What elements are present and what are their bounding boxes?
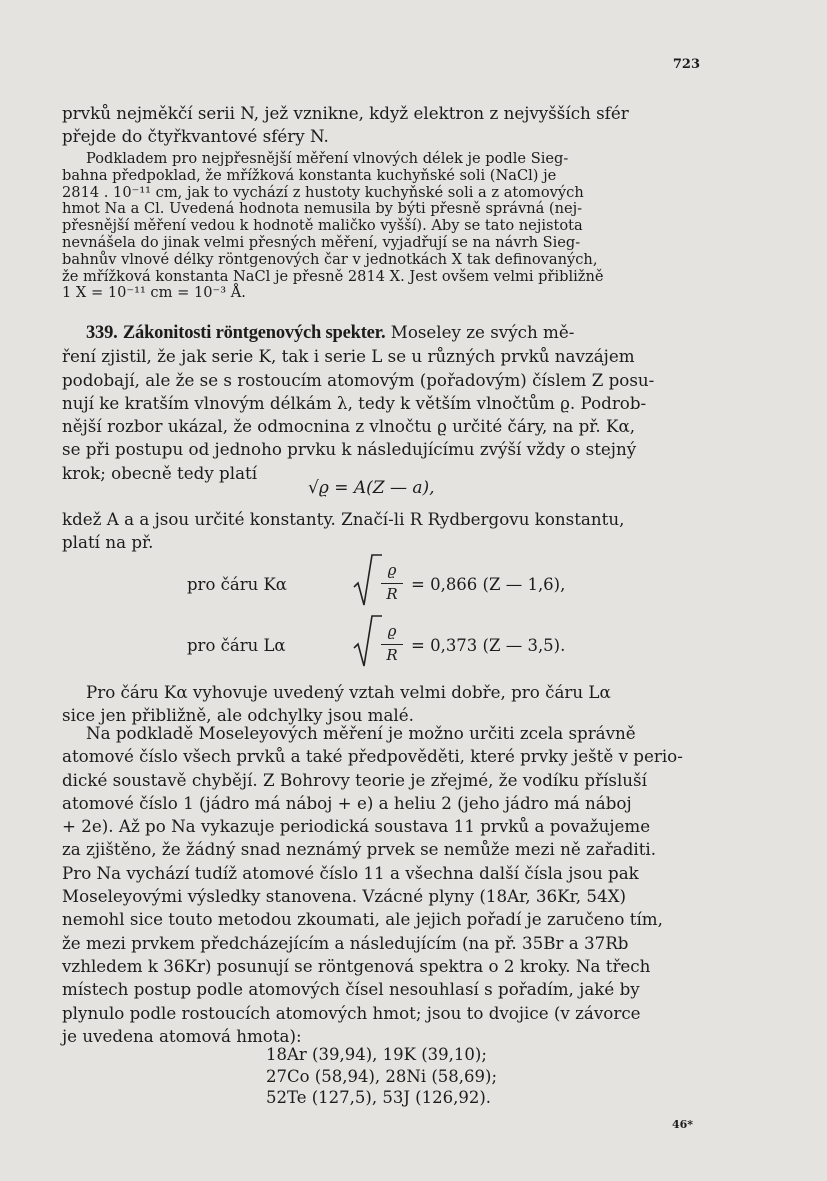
section-title: Zákonitosti röntgenových spekter. [122, 323, 386, 343]
text-line: platí na př. [62, 532, 154, 553]
text-line: vzhledem k 36Kr) posunují se röntgenová spektra o 2 kroky. Na třech [62, 955, 651, 976]
root-sign-icon [352, 553, 382, 609]
formula-rhs: = 0,373 (Z — 3,5). [411, 636, 566, 655]
text-line: atomové číslo 1 (jádro má náboj + e) a heliu 2 (jeho jádro má náboj [62, 792, 632, 813]
text-line: 1 X = 10⁻¹¹ cm = 10⁻³ Å. [62, 284, 246, 302]
text-line: podobají, ale že se s rostoucím atomovým (pořadovým) číslem Z posu- [62, 369, 655, 390]
text-line: bahna předpoklad, že mřížková konstanta kuchyňské soli (NaCl) je [62, 166, 557, 184]
text-line: Moseley ze svých mě- [390, 322, 575, 342]
moseley-paragraph [62, 722, 707, 1048]
text-line: plynulo podle rostoucích atomových hmot; jsou to dvojice (v závorce [62, 1002, 641, 1023]
fraction-denominator: R [386, 585, 398, 603]
text-line: nevnášela do jinak velmi přesných měření, vyjadřují se na návrh Sieg- [62, 233, 581, 251]
constants-paragraph [62, 508, 707, 555]
text-line: nemohl sice touto metodou zkoumati, ale jejich pořadí je zaručeno tím, [62, 909, 663, 930]
text-line: nují ke kratším vlnovým délkám λ, tedy k větším vlnočtům ϱ. Podrob- [62, 392, 647, 413]
signature-mark: 46* [672, 1118, 694, 1131]
siegbahn-paragraph [62, 151, 707, 302]
text-line: místech postup podle atomových čísel nesouhlasí s pořadím, jaké by [62, 979, 640, 1000]
section-339 [62, 321, 707, 485]
text-line: sice jen přibližně, ale odchylky jsou malé. [62, 705, 414, 726]
text-line: kdež A a a jsou určité konstanty. Značí-li R Rydbergovu konstantu, [62, 509, 625, 529]
text-line: že mezi prvkem předcházejícím a následujícím (na př. 35Br a 37Rb [62, 932, 629, 953]
text-line: prvků nejměkčí serii N, jež vznikne, když elektron z nejvyšších sfér [62, 103, 629, 123]
section-number: 339. [86, 323, 118, 343]
text-line: Pro čáru Kα vyhovuje uvedený vztah velmi dobře, pro čáru Lα [86, 682, 611, 702]
text-line: přejde do čtyřkvantové sféry N. [62, 126, 329, 147]
page-number: 723 [672, 57, 700, 72]
fraction-denominator: R [386, 646, 398, 664]
formula-label: pro čáru Lα [187, 636, 286, 655]
section-heading-line [62, 321, 707, 345]
text-line: je uvedena atomová hmota): [62, 1025, 302, 1046]
accuracy-paragraph [62, 681, 707, 728]
text-line: nější rozbor ukázal, že odmocnina z vlnočtu ϱ určité čáry, na př. Kα, [62, 416, 636, 437]
main-formula: √ϱ = A(Z — a), [308, 478, 435, 498]
text-line: krok; obecně tedy platí [62, 462, 258, 483]
fraction-bar [381, 644, 403, 645]
intro-paragraph [62, 102, 707, 149]
element-pair: 18Ar (39,94), 19K (39,10); [266, 1045, 487, 1064]
formula-label: pro čáru Kα [187, 575, 287, 594]
text-line: přesnější měření vedou k hodnotě maličko vyšší). Aby se tato nejistota [62, 217, 583, 235]
element-pairs-list [266, 1044, 497, 1109]
element-pair: 27Co (58,94), 28Ni (58,69); [266, 1066, 498, 1086]
text-line: 2814 . 10⁻¹¹ cm, jak to vychází z hustoty kuchyňské soli a z atomových [62, 183, 584, 201]
root-sign-icon [352, 614, 382, 670]
text-line: hmot Na a Cl. Uvedená hodnota nemusila by býti přesně správná (nej- [62, 200, 583, 218]
text-line: atomové číslo všech prvků a také předpověděti, které prvky ještě v perio- [62, 746, 683, 767]
text-line: ření zjistil, že jak serie K, tak i serie L se u různých prvků navzájem [62, 346, 635, 367]
text-line: že mřížková konstanta NaCl je přesně 2814 X. Jest ovšem velmi přibližně [62, 267, 604, 285]
text-line: dické soustavě chybějí. Z Bohrovy teorie je zřejmé, že vodíku přísluší [62, 769, 647, 790]
text-line: Moseleyovými výsledky stanovena. Vzácné plyny (18Ar, 36Kr, 54X) [62, 886, 626, 907]
element-pair: 52Te (127,5), 53J (126,92). [266, 1088, 492, 1107]
text-line: bahnův vlnové délky röntgenových čar v jednotkách X tak definovaných, [62, 250, 598, 268]
text-line: se při postupu od jednoho prvku k následujícímu zvýší vždy o stejný [62, 439, 637, 460]
text-line: Na podkladě Moseleyových měření je možno určiti zcela správně [86, 723, 636, 743]
formula-rhs: = 0,866 (Z — 1,6), [411, 575, 566, 594]
fraction-numerator: ϱ [387, 622, 397, 640]
text-line: + 2e). Až po Na vykazuje periodická soustava 11 prvků a považujeme [62, 816, 651, 837]
text-line: Podkladem pro nejpřesnější měření vlnových délek je podle Sieg- [86, 150, 569, 167]
fraction-numerator: ϱ [387, 561, 397, 579]
fraction-bar [381, 583, 403, 584]
text-line: Pro Na vychází tudíž atomové číslo 11 a všechna další čísla jsou pak [62, 862, 639, 883]
text-line: za zjištěno, že žádný snad neznámý prvek se nemůže mezi ně zařaditi. [62, 839, 657, 860]
